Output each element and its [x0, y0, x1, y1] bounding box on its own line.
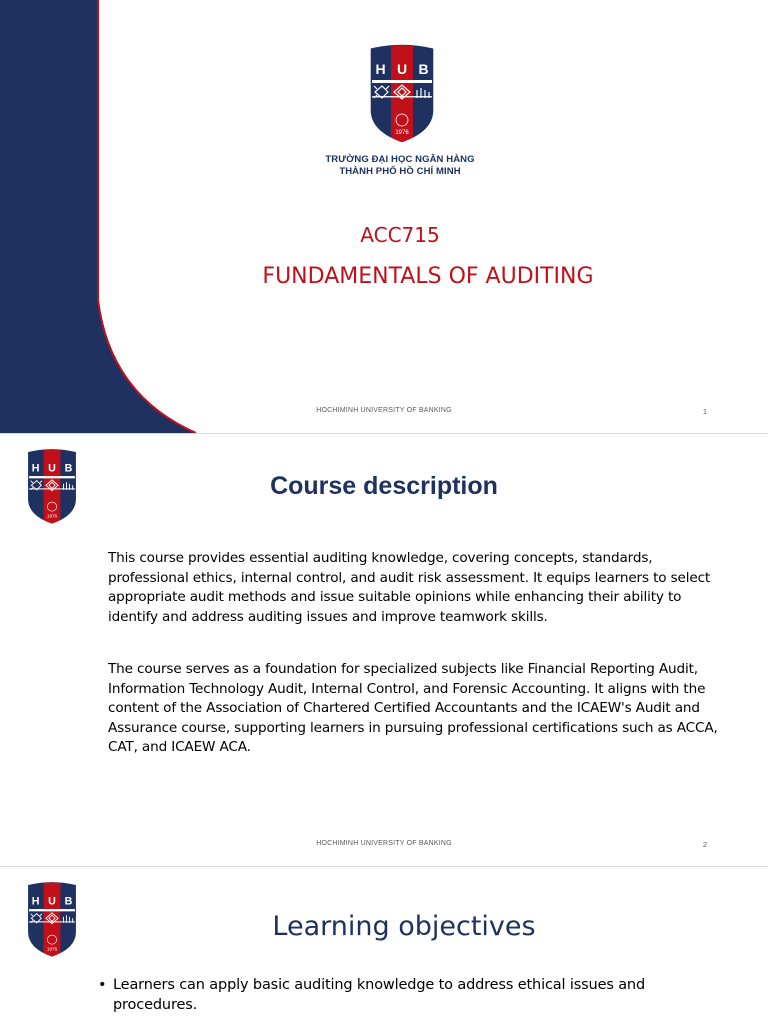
slide-page-number: 2	[702, 840, 708, 849]
university-name-line-2: THÀNH PHỐ HỒ CHÍ MINH	[339, 166, 461, 177]
list-item-text: Learners can apply basic auditing knowledge to address ethical issues and procedures.	[113, 977, 646, 1013]
hub-logo	[368, 42, 436, 149]
logo-letter-b: B	[64, 462, 73, 475]
logo-year: 1976	[395, 130, 409, 136]
logo-letter-b: B	[418, 61, 429, 77]
hub-logo-small	[26, 445, 78, 532]
course-code: ACC715	[360, 223, 440, 247]
slide-footer: HOCHIMINH UNIVERSITY OF BANKING	[316, 407, 452, 414]
hub-logo-small	[26, 878, 78, 965]
logo-letter-h: H	[31, 462, 40, 475]
logo-letter-u: U	[396, 61, 408, 77]
logo-year: 1976	[46, 513, 58, 519]
logo-letter-b: B	[64, 895, 73, 908]
logo-letter-h: H	[375, 61, 386, 77]
course-title: FUNDAMENTALS OF AUDITING	[262, 264, 594, 289]
slide-title: Learning objectives	[272, 911, 536, 942]
description-paragraph-2: The course serves as a foundation for specialized subjects like Financial Reporting Audit, Information Technology Audit, Internal Control, and Forensic Accounting. It aligns with the content of the Association of Chartered Certified Accountants and the ICAEW's Audit and Assurance course, supporting learners in pursuing professional certifications such as ACCA, CAT, and ICAEW ACA.	[108, 661, 718, 755]
slide-title: Course description	[270, 472, 498, 500]
logo-letter-u: U	[48, 895, 56, 908]
description-paragraph-1: This course provides essential auditing knowledge, covering concepts, standards, professional ethics, internal control, and audit risk assessment. It equips learners to select appropriate audit methods and issue suitable opinions while enhancing their ability to identify and address auditing issues and improve teamwork skills.	[108, 550, 711, 625]
slide-2	[0, 434, 768, 866]
hub-shield-icon	[26, 445, 78, 527]
hub-shield-icon	[368, 42, 436, 144]
logo-letter-u: U	[48, 462, 56, 475]
university-name-line-1: TRƯỜNG ĐẠI HỌC NGÂN HÀNG	[325, 154, 475, 165]
bullet-icon: •	[98, 977, 107, 993]
slide-3	[0, 867, 768, 1024]
logo-letter-h: H	[31, 895, 40, 908]
hub-shield-icon	[26, 878, 78, 960]
side-decoration	[0, 0, 200, 433]
slide-footer: HOCHIMINH UNIVERSITY OF BANKING	[316, 840, 452, 847]
slide-1	[0, 0, 768, 433]
logo-year: 1976	[46, 946, 58, 952]
slide-page-number: 1	[702, 407, 708, 416]
